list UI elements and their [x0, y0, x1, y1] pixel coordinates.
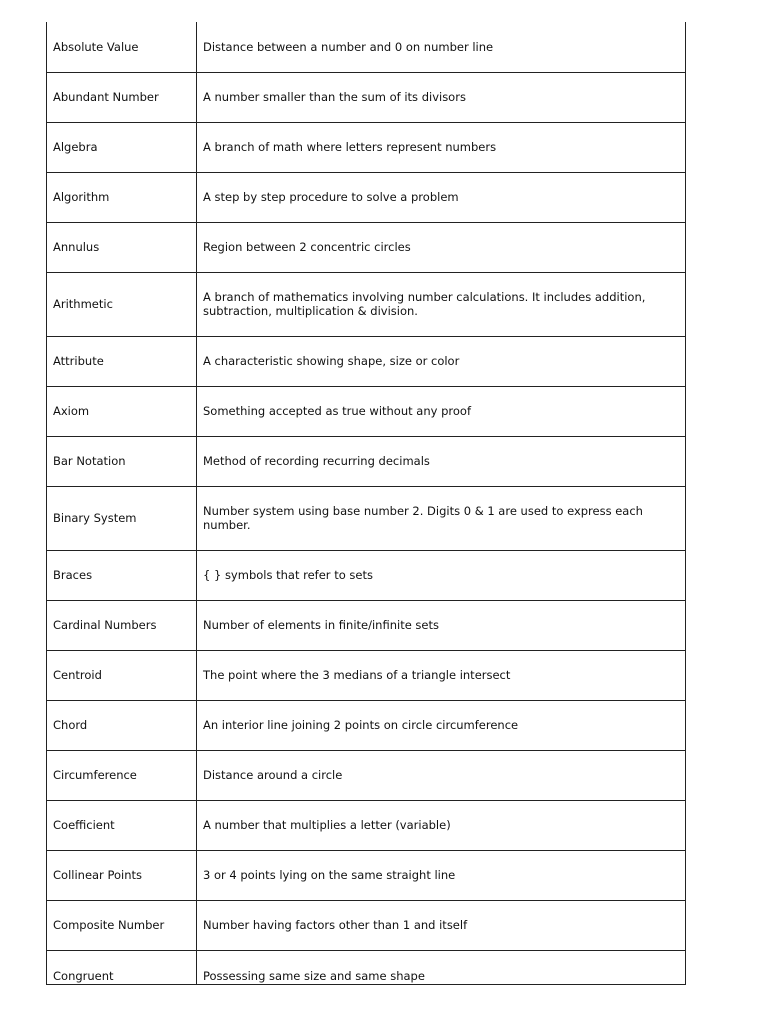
term-cell: Cardinal Numbers	[47, 600, 197, 650]
term-cell: Centroid	[47, 650, 197, 700]
table-row	[47, 386, 686, 436]
glossary-table	[46, 22, 686, 985]
definition-cell: Region between 2 concentric circles	[197, 222, 686, 272]
table-row	[47, 900, 686, 950]
table-row	[47, 750, 686, 800]
term-cell: Annulus	[47, 222, 197, 272]
table-row	[47, 850, 686, 900]
definition-cell: { } symbols that refer to sets	[197, 550, 686, 600]
term-cell: Bar Notation	[47, 436, 197, 486]
definition-cell: Method of recording recurring decimals	[197, 436, 686, 486]
definition-cell: Distance between a number and 0 on number line	[197, 22, 686, 72]
definition-cell: Possessing same size and same shape	[197, 950, 686, 984]
definition-cell: A number that multiplies a letter (variable)	[197, 800, 686, 850]
term-cell: Congruent	[47, 950, 197, 984]
definition-cell: 3 or 4 points lying on the same straight line	[197, 850, 686, 900]
definition-cell: An interior line joining 2 points on circle circumference	[197, 700, 686, 750]
table-row	[47, 550, 686, 600]
definition-cell: A branch of math where letters represent numbers	[197, 122, 686, 172]
definition-cell: A branch of mathematics involving number calculations. It includes addition, subtraction, multiplication & division.	[197, 272, 686, 336]
definition-cell: A characteristic showing shape, size or color	[197, 336, 686, 386]
term-cell: Braces	[47, 550, 197, 600]
table-row	[47, 122, 686, 172]
table-row	[47, 22, 686, 72]
table-row	[47, 272, 686, 336]
table-row	[47, 436, 686, 486]
table-row	[47, 650, 686, 700]
table-row	[47, 950, 686, 984]
definition-cell: The point where the 3 medians of a triangle intersect	[197, 650, 686, 700]
term-cell: Axiom	[47, 386, 197, 436]
term-cell: Absolute Value	[47, 22, 197, 72]
definition-cell: Number having factors other than 1 and itself	[197, 900, 686, 950]
table-row	[47, 800, 686, 850]
table-row	[47, 172, 686, 222]
term-cell: Attribute	[47, 336, 197, 386]
table-row	[47, 72, 686, 122]
table-row	[47, 700, 686, 750]
term-cell: Circumference	[47, 750, 197, 800]
table-row	[47, 600, 686, 650]
term-cell: Abundant Number	[47, 72, 197, 122]
term-cell: Arithmetic	[47, 272, 197, 336]
glossary-body	[47, 22, 686, 984]
term-cell: Collinear Points	[47, 850, 197, 900]
term-cell: Algorithm	[47, 172, 197, 222]
table-row	[47, 222, 686, 272]
definition-cell: Distance around a circle	[197, 750, 686, 800]
term-cell: Algebra	[47, 122, 197, 172]
table-row	[47, 336, 686, 386]
definition-cell: Number system using base number 2. Digits 0 & 1 are used to express each number.	[197, 486, 686, 550]
definition-cell: A number smaller than the sum of its divisors	[197, 72, 686, 122]
definition-cell: A step by step procedure to solve a problem	[197, 172, 686, 222]
definition-cell: Number of elements in finite/infinite sets	[197, 600, 686, 650]
term-cell: Binary System	[47, 486, 197, 550]
definition-cell: Something accepted as true without any proof	[197, 386, 686, 436]
term-cell: Chord	[47, 700, 197, 750]
term-cell: Composite Number	[47, 900, 197, 950]
term-cell: Coefficient	[47, 800, 197, 850]
table-row	[47, 486, 686, 550]
